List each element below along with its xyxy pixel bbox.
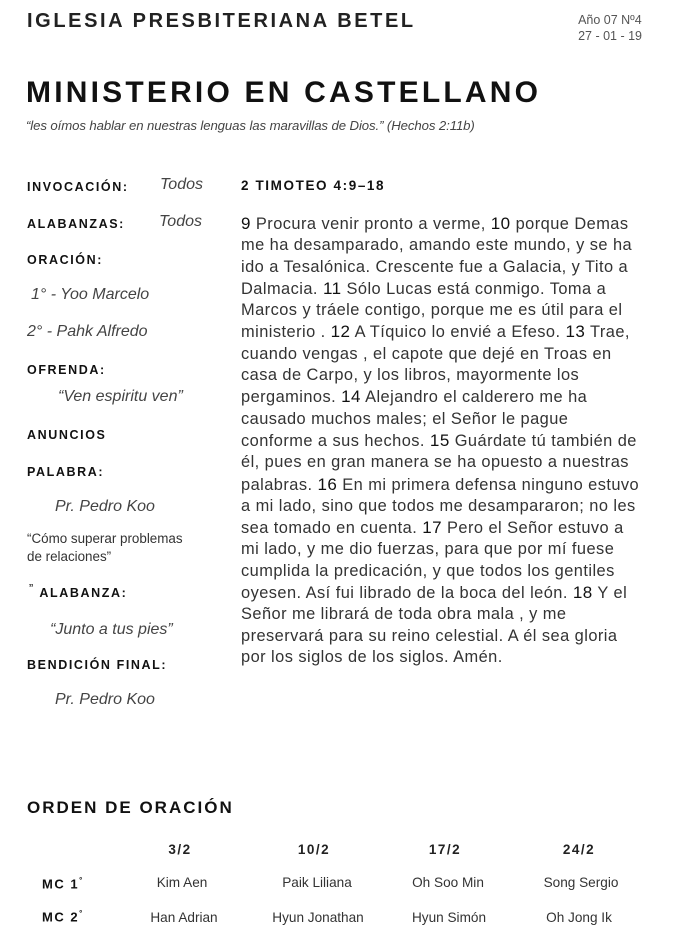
row-label-text: MC 2: [42, 909, 80, 925]
verse-text: Y el Señor me librará de toda obra mala , y me preservará para su reino celestial. A él sea gloria por los siglos de los siglos. Amén.: [241, 584, 628, 666]
oracion-second: 2° - Pahk Alfredo: [27, 323, 148, 340]
verse-number: 15: [429, 430, 450, 450]
sermon-title-line1: “Cómo superar problemas: [27, 531, 183, 546]
verse-text: Pero el Señor estuvo a mi lado, y me dio fuerzas, para que por mí fuese cumplida la predicación, y que todos los gentiles oyesen. Así fui librado de la boca del león.: [241, 519, 624, 603]
date-header: 24/2: [562, 842, 596, 857]
table-cell: Oh Soo Min: [412, 875, 484, 890]
sermon-title: [27, 530, 183, 566]
verse-number: 14: [341, 387, 361, 407]
bendicion-label: BENDICIÓN FINAL:: [27, 658, 168, 672]
passage-text: [241, 213, 641, 668]
verse-number: 13: [565, 322, 586, 342]
table-cell: Oh Jong Ik: [546, 910, 612, 925]
table-cell: Hyun Simón: [411, 910, 487, 925]
date-header: 10/2: [297, 842, 331, 857]
verse-number: 16: [317, 474, 338, 494]
ofrenda-value: “Ven espiritu ven”: [58, 388, 183, 405]
verse-text: Sólo Lucas está conmigo. Toma a Marcos y tráele contigo, porque me es útil para el ministerio .: [241, 279, 623, 342]
alabanzas-label: ALABANZAS:: [27, 217, 125, 231]
alabanza-mark: ”: [29, 582, 35, 596]
invocacion-value: Todos: [160, 176, 203, 193]
ofrenda-label: OFRENDA:: [27, 363, 106, 377]
issue-date: 27 - 01 - 19: [578, 29, 642, 43]
verse-text: Trae, cuando vengas , el capote que dejé en Troas en casa de Carpo, y los libros, mayormente los pergaminos.: [241, 323, 630, 407]
ministry-quote: “les oímos hablar en nuestras lenguas las maravillas de Dios.” (Hechos 2:11b): [26, 118, 475, 133]
verse-number: 17: [422, 518, 443, 538]
table-cell: Han Adrian: [150, 910, 218, 925]
verse-number: 18: [572, 583, 593, 603]
row-label-mc2: [42, 909, 84, 924]
verse-text: Guárdate tú también de él, pues en gran manera se ha opuesto a nuestras palabras.: [241, 431, 637, 494]
verse-number: 11: [322, 278, 342, 298]
orden-title: ORDEN DE ORACIÓN: [27, 798, 234, 817]
alabanza-label-text: ALABANZA:: [39, 586, 128, 600]
palabra-preacher: Pr. Pedro Koo: [55, 498, 155, 515]
verse-text: En mi primera defensa ninguno estuvo a mi lado, sino que todos me desampararon; no les sea tomado en cuenta.: [241, 475, 640, 538]
row-label-text: MC 1: [42, 876, 80, 892]
row-label-sup: °: [79, 909, 84, 918]
oracion-first: 1° - Yoo Marcelo: [31, 286, 150, 303]
invocacion-label: INVOCACIÓN:: [27, 180, 129, 194]
verse-text: porque Demas me ha desamparado, amando este mundo, y se ha ido a Tesalónica. Crescente fue a Galacia, y Tito a Dalmacia.: [241, 215, 633, 298]
alabanza-value: “Junto a tus pies”: [50, 621, 173, 638]
anuncios-label: ANUNCIOS: [27, 428, 107, 442]
alabanza-label: [29, 582, 128, 600]
palabra-label: PALABRA:: [27, 465, 105, 479]
verse-number: 10: [490, 214, 511, 233]
issue-number: Año 07 Nº4: [578, 13, 642, 27]
verse-text: Alejandro el calderero me ha causado muchos males; el Señor le pague conforme a sus hechos.: [241, 388, 588, 450]
verse-text: Procura venir pronto a verme,: [250, 215, 491, 233]
bendicion-value: Pr. Pedro Koo: [55, 691, 155, 708]
table-cell: Kim Aen: [156, 875, 208, 890]
church-name: IGLESIA PRESBITERIANA BETEL: [27, 10, 416, 32]
date-header: 17/2: [428, 842, 462, 857]
row-label-sup: °: [79, 876, 84, 885]
verse-text: A Tíquico lo envié a Efeso.: [350, 323, 566, 342]
passage-title: 2 TIMOTEO 4:9–18: [241, 178, 386, 193]
verse-number: 9: [241, 214, 251, 233]
issue-info: [578, 12, 642, 44]
table-cell: Paik Liliana: [282, 875, 352, 890]
table-cell: Hyun Jonathan: [272, 910, 364, 925]
table-cell: Song Sergio: [543, 875, 619, 890]
verse-number: 12: [330, 322, 351, 342]
oracion-label: ORACIÓN:: [27, 253, 103, 267]
ministry-title: MINISTERIO EN CASTELLANO: [26, 76, 542, 109]
date-header: 3/2: [168, 842, 192, 857]
row-label-mc1: [42, 876, 84, 891]
alabanzas-value: Todos: [159, 213, 202, 230]
sermon-title-line2: de relaciones”: [27, 549, 112, 564]
